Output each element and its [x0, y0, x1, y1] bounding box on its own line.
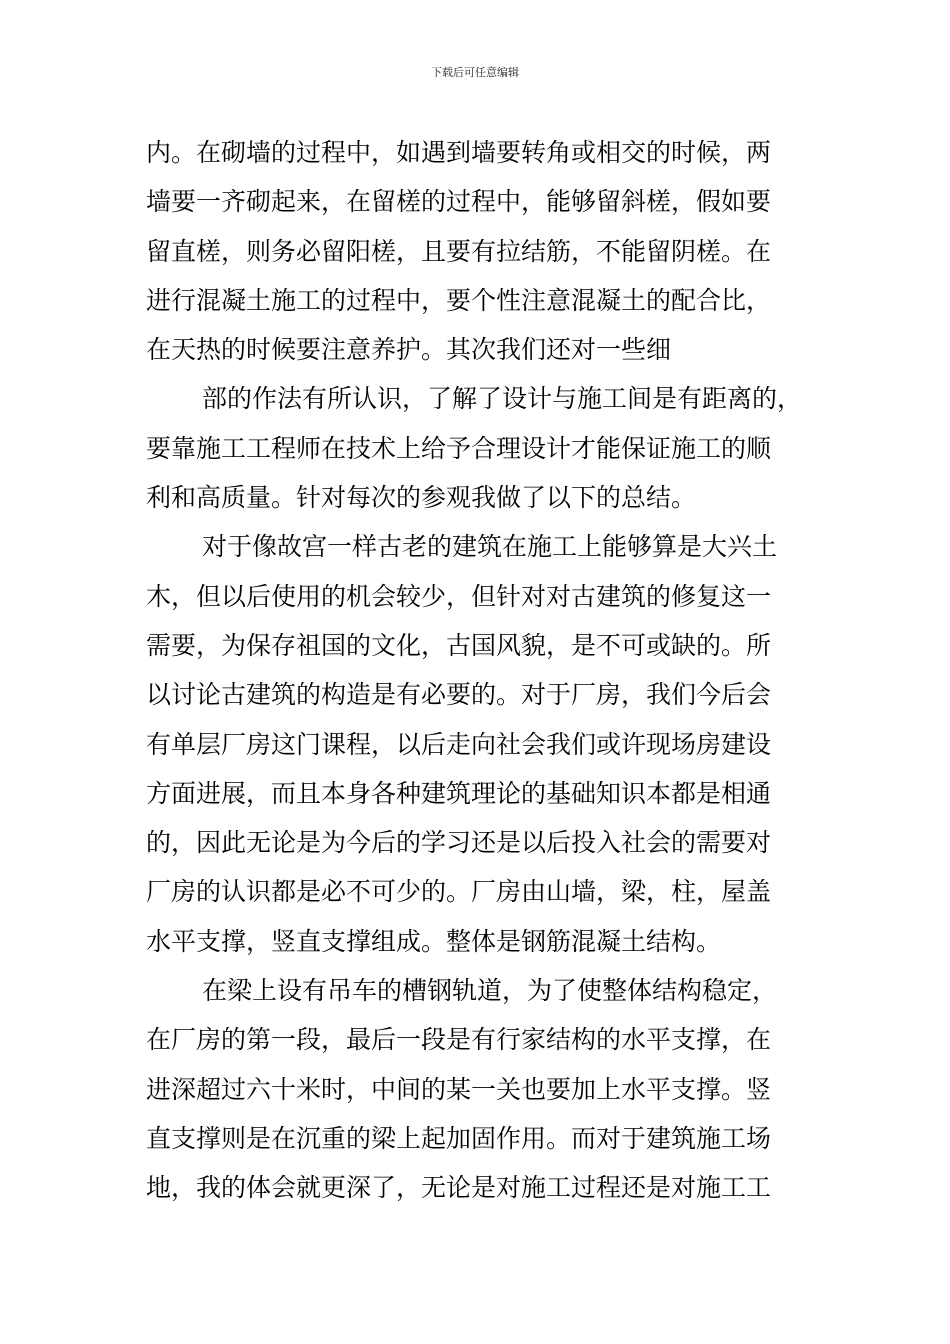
text-line: 墙要一齐砌起来，在留槎的过程中，能够留斜槎，假如要: [146, 187, 772, 217]
paragraph-start-line: 对于像故宫一样古老的建筑在施工上能够算是大兴土: [202, 532, 778, 562]
text-line: 的，因此无论是为今后的学习还是以后投入社会的需要对: [146, 828, 772, 858]
text-line: 留直槎，则务必留阳槎，且要有拉结筋，不能留阴槎。在: [146, 236, 772, 266]
text-line: 进行混凝土施工的过程中，要个性注意混凝土的配合比，: [146, 285, 772, 315]
text-line: 进深超过六十米时，中间的某一关也要加上水平支撑。竖: [146, 1074, 772, 1104]
body-text: [146, 128, 816, 1213]
text-line: 有单层厂房这门课程，以后走向社会我们或许现场房建设: [146, 729, 772, 759]
text-line: 内。在砌墙的过程中，如遇到墙要转角或相交的时候，两: [146, 138, 772, 167]
text-line: 地，我的体会就更深了，无论是对施工过程还是对施工工: [146, 1173, 772, 1203]
text-line: 方面进展，而且本身各种建筑理论的基础知识本都是相通: [146, 778, 772, 808]
text-line: 利和高质量。针对每次的参观我做了以下的总结。: [146, 483, 697, 513]
text-line: 木，但以后使用的机会较少，但针对对古建筑的修复这一: [146, 581, 772, 611]
text-line: 在天热的时候要注意养护。其次我们还对一些细: [146, 335, 672, 365]
paragraph-start-line: 在梁上设有吊车的槽钢轨道，为了使整体结构稳定，: [202, 976, 778, 1006]
text-line: 厂房的认识都是必不可少的。厂房由山墙，梁，柱，屋盖: [146, 877, 772, 907]
text-line: 需要，为保存祖国的文化，古国风貌，是不可或缺的。所: [146, 630, 772, 660]
paragraph-start-line: 部的作法有所认识，了解了设计与施工间是有距离的，: [202, 384, 803, 414]
page-header: 下载后可任意编辑: [431, 66, 519, 79]
text-line: 在厂房的第一段，最后一段是有行家结构的水平支撑，在: [146, 1025, 772, 1055]
text-line: 水平支撑，竖直支撑组成。整体是钢筋混凝土结构。: [146, 926, 722, 956]
text-line: 要靠施工工程师在技术上给予合理设计才能保证施工的顺: [146, 433, 772, 463]
text-line: 直支撑则是在沉重的梁上起加固作用。而对于建筑施工场: [146, 1123, 772, 1153]
text-line: 以讨论古建筑的构造是有必要的。对于厂房，我们今后会: [146, 680, 772, 710]
